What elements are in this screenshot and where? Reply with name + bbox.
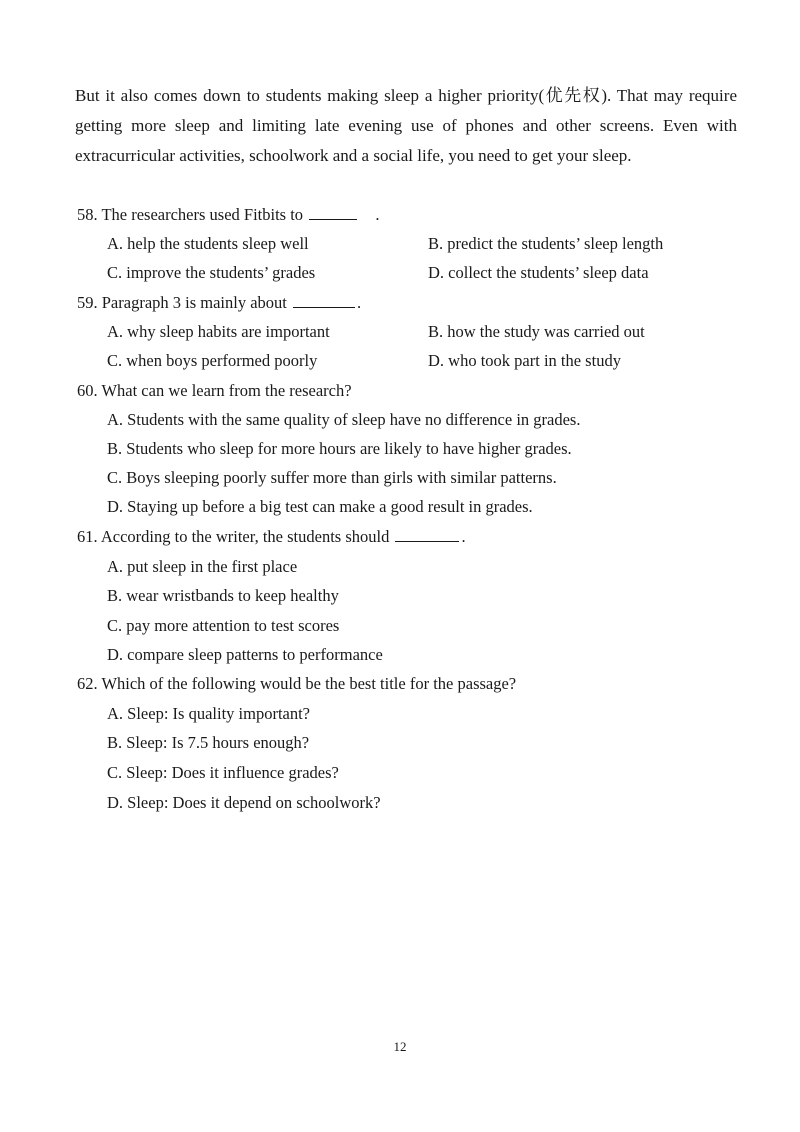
question-62-option-b: B. Sleep: Is 7.5 hours enough? [107, 733, 310, 752]
question-62-option-c: C. Sleep: Does it influence grades? [107, 763, 339, 782]
question-58-stem [77, 203, 379, 227]
question-58-option-a: A. help the students sleep well [107, 234, 309, 253]
question-60-option-a: A. Students with the same quality of sleep have no difference in grades. [107, 410, 581, 429]
question-59-stem [77, 291, 361, 315]
question-60-option-d: D. Staying up before a big test can make a good result in grades. [107, 497, 533, 516]
question-59-option-c: C. when boys performed poorly [107, 351, 318, 370]
question-61-option-a: A. put sleep in the first place [107, 557, 298, 576]
question-62-option-d: D. Sleep: Does it depend on schoolwork? [107, 793, 381, 812]
question-58-option-b: B. predict the students’ sleep length [428, 234, 664, 253]
question-58-end: . [375, 205, 380, 224]
question-58-text: 58. The researchers used Fitbits to [77, 205, 304, 224]
question-60-option-c: C. Boys sleeping poorly suffer more than girls with similar patterns. [107, 468, 557, 487]
question-60-stem: 60. What can we learn from the research? [77, 381, 352, 400]
question-61-stem [77, 525, 466, 549]
question-58-option-c: C. improve the students’ grades [107, 263, 316, 282]
question-61-option-c: C. pay more attention to test scores [107, 616, 340, 635]
question-62-stem: 62. Which of the following would be the best title for the passage? [77, 674, 517, 693]
question-59-option-a: A. why sleep habits are important [107, 322, 330, 341]
question-61-option-b: B. wear wristbands to keep healthy [107, 586, 339, 605]
question-59-option-b: B. how the study was carried out [428, 322, 645, 341]
question-61-end: . [461, 527, 466, 546]
question-59-end: . [357, 293, 362, 312]
question-62-option-a: A. Sleep: Is quality important? [107, 704, 311, 723]
page-number: 12 [393, 1039, 407, 1054]
question-61-text: 61. According to the writer, the students should [77, 527, 390, 546]
question-59-option-d: D. who took part in the study [428, 351, 621, 370]
passage-paragraph: But it also comes down to students making sleep a higher priority(优先权). That may require getting more sleep and limiting late evening use of phones and other screens. Even with extracurricular activities, schoolwork and a social life, you need to get your sleep. [75, 86, 737, 165]
answer-blank [309, 203, 357, 220]
answer-blank [395, 525, 459, 542]
question-60-option-b: B. Students who sleep for more hours are likely to have higher grades. [107, 439, 572, 458]
question-58-option-d: D. collect the students’ sleep data [428, 263, 649, 282]
answer-blank [293, 291, 355, 308]
question-59-text: 59. Paragraph 3 is mainly about [77, 293, 287, 312]
question-61-option-d: D. compare sleep patterns to performance [107, 645, 383, 664]
